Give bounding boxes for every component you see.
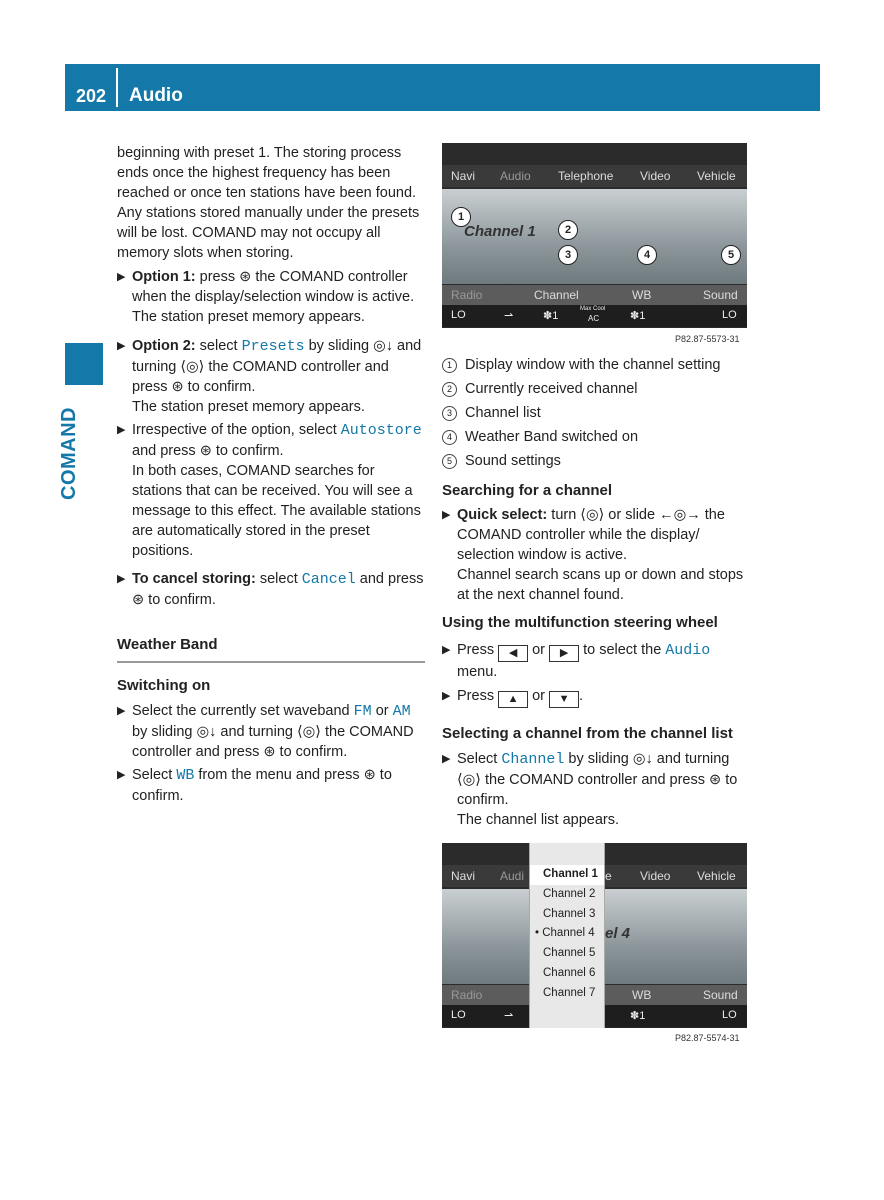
legend-item [442, 379, 752, 399]
main-menu-bar [442, 165, 747, 187]
legend-text: Currently received channel [465, 381, 638, 397]
legend-text: Sound settings [465, 453, 561, 469]
presets-menu-item: Presets [241, 338, 305, 355]
current-channel: Channel 1 [464, 223, 536, 240]
legend-number: 4 [442, 430, 457, 445]
option-2-label: Option 2: [132, 338, 196, 354]
callout-4: 4 [637, 245, 657, 265]
fan-left-icon: ✽1 [543, 310, 559, 322]
fan-right-icon: ✽1 [630, 310, 646, 322]
waveband-text: by sliding ◎↓ and turning ⟨◎⟩ the COMAND controller and press ⊛ to confirm. [132, 724, 414, 760]
wb-step [117, 765, 425, 806]
legend-item [442, 403, 752, 423]
page-number: 202 [76, 86, 107, 106]
fan-right-icon: ✽1 [630, 1010, 646, 1022]
audio-menu-item: Audio [665, 642, 711, 659]
cancel-text: and press ⊛ to confirm. [132, 571, 424, 608]
left-key-icon: ◀ [498, 645, 528, 662]
sel-pre: Select [457, 751, 502, 767]
legend-number: 1 [442, 358, 457, 373]
wb-text: from the menu and press ⊛ to confirm. [132, 767, 392, 804]
menu-vehicle: Vehicle [697, 869, 736, 883]
fm-menu-item: FM [353, 703, 372, 720]
ac-label: AC [588, 314, 600, 323]
menu-sound: Sound [703, 988, 738, 1002]
quick-select-result: Channel search scans up or down and stops at the next channel found. [457, 567, 744, 603]
wb-pre: Select [132, 767, 177, 783]
menu-audio: Audio [500, 169, 531, 183]
step-arrow-icon: ▶ [117, 271, 126, 283]
irrespective-step [117, 420, 425, 561]
option-2-step [117, 336, 425, 417]
autostore-menu-item: Autostore [340, 422, 422, 439]
menu-video: Video [640, 169, 671, 183]
channel-list-item[interactable]: Channel 3 [543, 907, 596, 920]
legend-number: 2 [442, 382, 457, 397]
comand-display-screenshot-2 [442, 843, 747, 1028]
searching-heading: Searching for a channel [442, 482, 613, 499]
step-arrow-icon: ▶ [442, 690, 451, 702]
quick-select-label: Quick select: [457, 507, 548, 523]
left-column [117, 143, 425, 806]
channel-menu-item: Channel [501, 751, 565, 768]
cancel-label: To cancel storing: [132, 571, 256, 587]
up-key-icon: ▲ [498, 691, 528, 708]
cancel-pre: select [255, 571, 302, 587]
legend-item [442, 355, 752, 375]
step-arrow-icon: ▶ [117, 573, 126, 585]
mf2-pre: Press [457, 688, 499, 704]
dropdown-spacer [530, 843, 604, 865]
section-title: Audio [129, 85, 183, 106]
mf2-end: . [579, 688, 584, 704]
channel-list-item-selected[interactable]: • Channel 4 [535, 927, 595, 940]
step-arrow-icon: ▶ [442, 753, 451, 765]
heading-rule [117, 661, 425, 663]
menu-telephone-partial: e [605, 869, 612, 883]
display-window [442, 189, 747, 284]
irrespective-result: In both cases, COMAND searches for stations that can be received. You will see a message to this effect. The available stations are automatically stored in the preset positions. [132, 463, 421, 559]
callout-5: 5 [721, 245, 741, 265]
option-1-label: Option 1: [132, 269, 196, 285]
step-arrow-icon: ▶ [442, 509, 451, 521]
channel-behind-list: el 4 [605, 925, 631, 942]
comand-display-screenshot-1 [442, 143, 747, 328]
callout-1: 1 [451, 207, 471, 227]
right-key-icon: ▶ [549, 645, 579, 662]
menu-vehicle: Vehicle [697, 169, 736, 183]
option-1-result: The station preset memory appears. [132, 309, 365, 325]
waveband-pre: Select the currently set waveband [132, 703, 354, 719]
legend-text: Display window with the channel setting [465, 357, 721, 373]
wb-menu-item: WB [176, 767, 195, 784]
option-2-text: by sliding ◎↓ and turning ⟨◎⟩ the COMAND controller and press ⊛ to confirm. [132, 338, 422, 395]
weather-band-heading: Weather Band [117, 636, 218, 653]
channel-list-item[interactable]: Channel 1 [530, 865, 604, 885]
menu-wb: WB [632, 288, 652, 302]
option-1-step [117, 267, 425, 327]
menu-radio: Radio [451, 988, 483, 1002]
step-arrow-icon: ▶ [117, 769, 126, 781]
legend-text: Weather Band switched on [465, 429, 639, 445]
mf1-or: or [528, 642, 550, 658]
legend-item [442, 427, 752, 447]
channel-list-item[interactable]: Channel 2 [543, 887, 596, 900]
menu-navi: Navi [451, 169, 476, 183]
airflow-icon: ⇀ [504, 310, 514, 322]
menu-audio: Audi [500, 869, 525, 883]
quick-select-text: turn ⟨◎⟩ or slide ←◎→ the COMAND controller while the display/ selection window is active. [457, 507, 725, 563]
channel-list-dropdown[interactable] [529, 843, 605, 1028]
cancel-step [117, 569, 425, 610]
irrespective-pre: Irrespective of the option, select [132, 422, 341, 438]
step-arrow-icon: ▶ [442, 644, 451, 656]
legend-number: 3 [442, 406, 457, 421]
figure-code-1: P82.87-5573-31 [675, 334, 740, 344]
temp-right: LO [722, 309, 737, 321]
menu-video: Video [640, 869, 671, 883]
cancel-menu-item: Cancel [301, 571, 356, 588]
callout-3: 3 [558, 245, 578, 265]
mf1-mid: to select the [579, 642, 666, 658]
figure-code-2: P82.87-5574-31 [675, 1033, 740, 1043]
waveband-step [117, 701, 425, 762]
side-tab-label: COMAND [58, 407, 80, 500]
am-menu-item: AM [392, 703, 411, 720]
quick-select-step [442, 505, 752, 605]
select-channel-step [442, 749, 752, 830]
menu-channel: Channel [534, 288, 579, 302]
channel-list-item[interactable]: Channel 7 [543, 986, 596, 999]
step-arrow-icon: ▶ [117, 340, 126, 352]
channel-list-item[interactable]: Channel 6 [543, 966, 596, 979]
intro-paragraph: beginning with preset 1. The storing process ends once the highest frequency has been reached or once ten stations have been found. Any stations stored manually under the presets will be lost. COMAND may not occupy all memory slots when storing. [117, 145, 420, 261]
mf1-pre: Press [457, 642, 499, 658]
menu-telephone: Telephone [558, 169, 614, 183]
menu-wb: WB [632, 988, 652, 1002]
multifunction-heading: Using the multifunction steering wheel [442, 614, 718, 631]
step-arrow-icon: ▶ [117, 705, 126, 717]
legend-number: 5 [442, 454, 457, 469]
menu-radio: Radio [451, 288, 483, 302]
max-cool-label: Max Cool [580, 306, 606, 312]
option-2-result: The station preset memory appears. [132, 399, 365, 415]
selecting-heading: Selecting a channel from the channel list [442, 725, 733, 742]
menu-navi: Navi [451, 869, 476, 883]
temp-right: LO [722, 1009, 737, 1021]
airflow-icon: ⇀ [504, 1010, 514, 1022]
irrespective-text: and press ⊛ to confirm. [132, 443, 284, 459]
temp-left: LO [451, 1009, 466, 1021]
legend-text: Channel list [465, 405, 541, 421]
header-divider [116, 68, 118, 107]
press-up-down-step [442, 686, 752, 708]
waveband-or: or [371, 703, 393, 719]
mf1-end: menu. [457, 664, 498, 680]
mf2-or: or [528, 688, 550, 704]
legend-item [442, 451, 752, 471]
switching-on-heading: Switching on [117, 677, 211, 694]
temp-left: LO [451, 309, 466, 321]
step-arrow-icon: ▶ [117, 424, 126, 436]
bottom-menu-bar [442, 285, 747, 305]
channel-list-item[interactable]: Channel 5 [543, 947, 596, 960]
menu-sound: Sound [703, 288, 738, 302]
climate-status-bar [442, 305, 747, 327]
down-key-icon: ▼ [549, 691, 579, 708]
sel-result: The channel list appears. [457, 812, 620, 828]
sel-text: by sliding ◎↓ and turning ⟨◎⟩ the COMAND controller and press ⊛ to confirm. [457, 751, 738, 808]
option-2-pre: select [195, 338, 242, 354]
option-1-text: press ⊛ the COMAND controller when the display/selection window is active. [132, 269, 415, 305]
press-left-right-step [442, 640, 752, 682]
callout-2: 2 [558, 220, 578, 240]
right-column [442, 355, 752, 830]
